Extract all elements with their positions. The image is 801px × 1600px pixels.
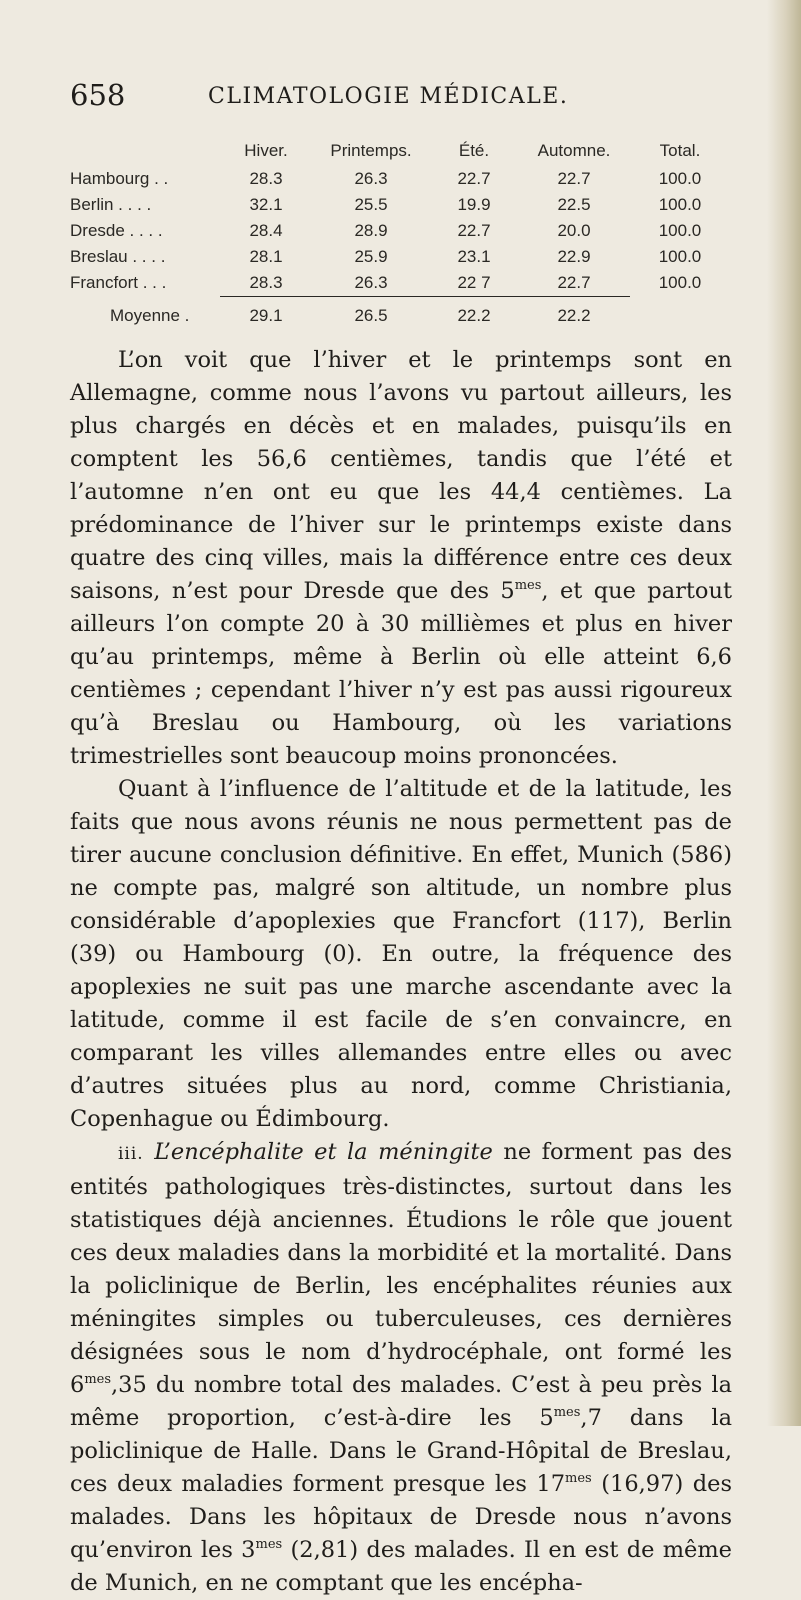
seasonal-distribution-table — [70, 136, 730, 329]
city-name: Dresde . . . . — [70, 221, 163, 240]
table-cell: 100.0 — [658, 195, 702, 214]
page-edge-shadow — [767, 0, 801, 1426]
body-text — [70, 344, 732, 1600]
table-cell: 100.0 — [658, 273, 702, 293]
superscript: mes — [84, 1372, 112, 1387]
table-cell: 25.9 — [354, 247, 388, 266]
page-header — [70, 78, 730, 118]
table-cell: 28.3 — [249, 273, 283, 292]
table-row — [70, 166, 730, 192]
superscript: mes — [565, 1471, 592, 1486]
table-cell: 22.7 — [557, 273, 591, 292]
table-row — [70, 218, 730, 244]
table-cell: 22.7 — [557, 169, 591, 188]
text-run: ,35 du nombre total des malades. C’est à peu près la même proportion, c’est-à-dire les 5 — [70, 1372, 732, 1431]
table-cell: 28.1 — [249, 247, 283, 266]
page-number: 658 — [70, 78, 126, 112]
text-run: Quant à l’influence de l’altitude et de la latitude, les faits que nous avons réunis ne nous permettent pas de tirer aucune conclusion définitive. En effet, Munich (586) ne compte pas, malgré son altitude, un nombre plus considérable d’apoplexies que Francfort (117), Berlin (39) ou Hambourg (0). En outre, la fréquence des apoplexies ne suit pas une marche ascendante avec la latitude, comme il est facile de s’en convaincre, en comparant les villes allemandes entre elles ou avec d’autres situées plus au nord, comme Christiania, Copenhague ou Édimbourg. — [70, 776, 732, 1132]
city-name: Berlin . . . . — [70, 195, 152, 214]
text-run: , et que partout ailleurs l’on compte 20 à 30 millièmes et plus en hiver qu’au printemps, même à Berlin où elle atteint 6,6 centièmes ; cependant l’hiver n’y est pas aussi rigoureux qu’à Breslau ou Hambourg, où les variations trimestrielles sont beaucoup moins prononcées. — [70, 578, 732, 769]
mean-cell: 29.1 — [220, 297, 312, 330]
paragraph — [70, 1136, 732, 1600]
mean-cell-empty — [630, 297, 730, 330]
superscript: mes — [514, 578, 542, 593]
table-row — [70, 192, 730, 218]
table-cell: 19.9 — [457, 195, 491, 214]
paragraph — [70, 773, 732, 1136]
table-cell: 32.1 — [249, 195, 283, 214]
table-cell: 23.1 — [457, 247, 491, 266]
table-cell: 100.0 — [658, 169, 702, 188]
table-row — [70, 270, 730, 297]
column-header: Automne. — [537, 141, 611, 160]
table-header-row — [70, 136, 730, 166]
column-header: Total. — [659, 141, 701, 160]
table-cell: 22.9 — [557, 247, 591, 266]
table-cell: 26.3 — [354, 273, 388, 292]
table-mean-row — [70, 297, 730, 330]
mean-cell: 22.2 — [518, 297, 630, 330]
table-cell: 28.4 — [249, 221, 283, 240]
table-cell: 26.3 — [354, 169, 388, 188]
running-title: CLIMATOLOGIE MÉDICALE. — [208, 84, 569, 109]
table-cell: 25.5 — [354, 195, 388, 214]
table-cell: 22.7 — [457, 221, 491, 240]
paragraph — [70, 344, 732, 773]
column-header-city — [70, 136, 220, 166]
table-cell: 22.5 — [557, 195, 591, 214]
text-run: L’on voit que l’hiver et le printemps sont en Allemagne, comme nous l’avons vu partout ailleurs, les plus chargés en décès et en malades, puisqu’ils en comptent les 56,6 centièmes, tandis que l’été et l’automne n’en ont eu que les 44,4 centièmes. La prédominance de l’hiver sur le printemps existe dans quatre des cinq villes, mais la différence entre ces deux saisons, n’est pour Dresde que des 5 — [70, 347, 732, 604]
table-row — [70, 244, 730, 270]
section-title-italic: L’encéphalite et la méningite — [154, 1139, 493, 1165]
text-run: (2,81) des malades. Il en est de même de Munich, en ne comptant que les encépha- — [70, 1537, 732, 1596]
text-run: ,7 dans la policlinique de Halle. Dans le Grand-Hôpital de Breslau, ces deux maladies forment presque les 17 — [70, 1405, 732, 1497]
mean-cell: 26.5 — [312, 297, 430, 330]
table-cell: 28.9 — [354, 221, 388, 240]
city-name: Breslau . . . . — [70, 247, 166, 266]
text-run: ne forment pas des entités pathologiques très-distinctes, surtout dans les statistiques déjà anciennes. Étudions le rôle que jouent ces deux maladies dans la morbidité et la mortalité. Dans la policlinique de Berlin, les encéphalites réunies aux méningites simples ou tuberculeuses, ces dernières désignées sous le nom d’hydrocéphale, ont formé les 6 — [70, 1139, 732, 1398]
table-cell: 28.3 — [249, 169, 283, 188]
section-number: iii. — [118, 1144, 144, 1164]
superscript: mes — [255, 1537, 283, 1552]
table-cell: 20.0 — [557, 221, 591, 240]
city-name: Hambourg . . — [70, 169, 169, 188]
superscript: mes — [553, 1405, 581, 1420]
table-cell: 100.0 — [658, 247, 702, 266]
column-header: Printemps. — [330, 141, 412, 160]
table-cell: 22.7 — [457, 169, 491, 188]
mean-cell: 22.2 — [430, 297, 518, 330]
mean-label: Moyenne . — [110, 305, 190, 325]
text-run: (16,97) des malades. Dans les hôpitaux de Dresde nous n’avons qu’environ les 3 — [70, 1471, 733, 1563]
column-header: Été. — [458, 141, 490, 160]
column-header: Hiver. — [244, 141, 288, 160]
table-cell: 22 7 — [457, 273, 491, 292]
table-cell: 100.0 — [658, 221, 702, 240]
city-name: Francfort . . . — [70, 273, 167, 293]
